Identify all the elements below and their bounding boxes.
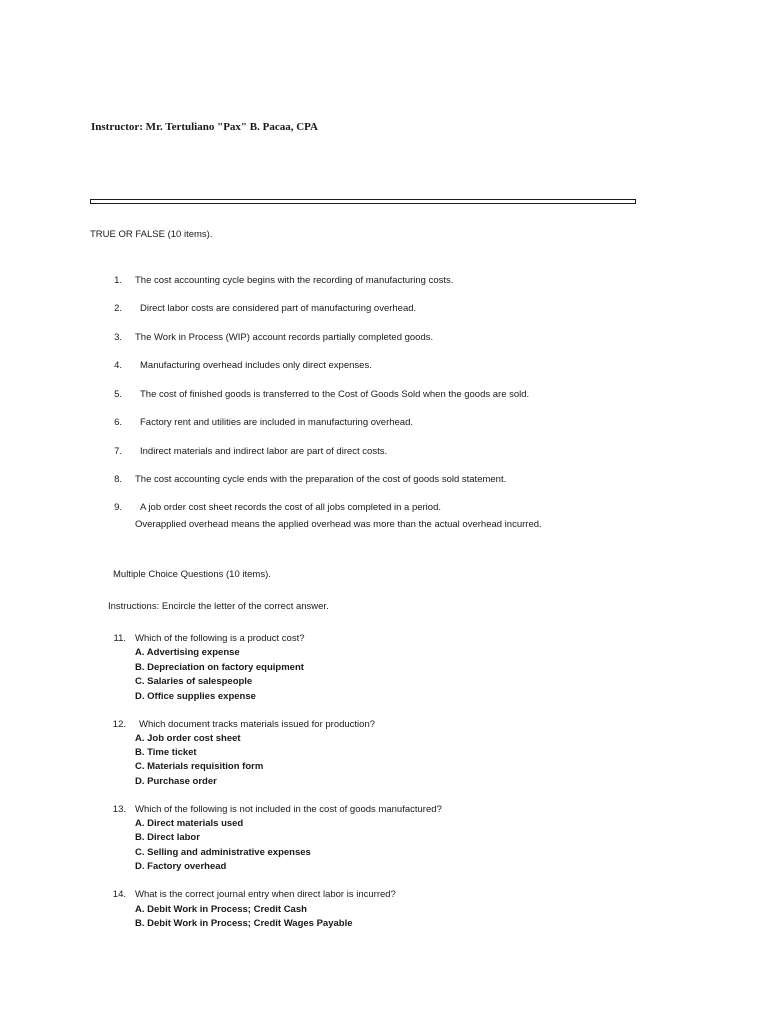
mc-option: B. Time ticket: [135, 747, 197, 758]
tf-item: [0, 502, 768, 516]
mc-option: C. Salaries of salespeople: [135, 676, 253, 687]
tf-item: [0, 417, 768, 431]
tf-item-text: Direct labor costs are considered part of manufacturing overhead.: [140, 303, 417, 314]
mc-option: A. Advertising expense: [135, 647, 240, 658]
mc-option: A. Job order cost sheet: [135, 733, 241, 744]
mc-option: C. Materials requisition form: [135, 761, 264, 772]
mc-question-stem: What is the correct journal entry when direct labor is incurred?: [135, 889, 396, 900]
mc-question-number: 11.: [113, 633, 126, 644]
tf-item: [0, 275, 768, 289]
tf-item-text: The cost accounting cycle begins with the recording of manufacturing costs.: [135, 275, 454, 286]
mc-option: B. Direct labor: [135, 832, 200, 843]
mc-option: D. Purchase order: [135, 776, 217, 787]
mc-question-stem: Which document tracks materials issued for production?: [139, 719, 376, 730]
instructor-heading: Instructor: Mr. Tertuliano "Pax" B. Pacaa, CPA: [91, 121, 319, 133]
tf-extra-line: Overapplied overhead means the applied overhead was more than the actual overhead incurred.: [135, 519, 542, 530]
tf-item-number: 4.: [114, 360, 122, 371]
tf-item-text: Factory rent and utilities are included in manufacturing overhead.: [140, 417, 414, 428]
mc-option: A. Direct materials used: [135, 818, 244, 829]
tf-item: [0, 474, 768, 488]
mc-option: D. Office supplies expense: [135, 691, 256, 702]
multiple-choice-instructions: Instructions: Encircle the letter of the correct answer.: [108, 601, 329, 612]
mc-option: B. Depreciation on factory equipment: [135, 662, 304, 673]
tf-item: [0, 303, 768, 317]
tf-item-number: 9.: [114, 502, 122, 513]
mc-question-number: 14.: [112, 889, 126, 900]
tf-item-number: 8.: [114, 474, 122, 485]
mc-option: A. Debit Work in Process; Credit Cash: [135, 904, 307, 915]
tf-item-number: 6.: [114, 417, 122, 428]
mc-option: D. Factory overhead: [135, 861, 227, 872]
tf-item-number: 7.: [114, 446, 122, 457]
mc-question-number: 13.: [112, 804, 126, 815]
tf-item-number: 3.: [114, 332, 122, 343]
tf-item: [0, 389, 768, 403]
multiple-choice-title: Multiple Choice Questions (10 items).: [113, 569, 271, 580]
tf-item-text: The Work in Process (WIP) account records partially completed goods.: [135, 332, 434, 343]
tf-item-text: A job order cost sheet records the cost of all jobs completed in a period.: [140, 502, 441, 513]
tf-item-text: Manufacturing overhead includes only direct expenses.: [140, 360, 372, 371]
true-false-title: TRUE OR FALSE (10 items).: [90, 229, 213, 240]
tf-item: [0, 332, 768, 346]
mc-option: C. Selling and administrative expenses: [135, 847, 311, 858]
tf-item-number: 2.: [114, 303, 122, 314]
tf-item-text: The cost of finished goods is transferred to the Cost of Goods Sold when the goods are sold.: [140, 389, 530, 400]
horizontal-rule-box: [90, 199, 636, 204]
tf-item-text: Indirect materials and indirect labor are part of direct costs.: [140, 446, 388, 457]
mc-question-stem: Which of the following is a product cost?: [135, 633, 305, 644]
tf-item-text: The cost accounting cycle ends with the preparation of the cost of goods sold statement.: [135, 474, 507, 485]
mc-question-stem: Which of the following is not included in the cost of goods manufactured?: [135, 804, 442, 815]
tf-item: [0, 360, 768, 374]
mc-option: B. Debit Work in Process; Credit Wages Payable: [135, 918, 353, 929]
tf-item-number: 5.: [114, 389, 122, 400]
tf-item: [0, 446, 768, 460]
tf-item-number: 1.: [114, 275, 122, 286]
mc-question-number: 12.: [112, 719, 126, 730]
